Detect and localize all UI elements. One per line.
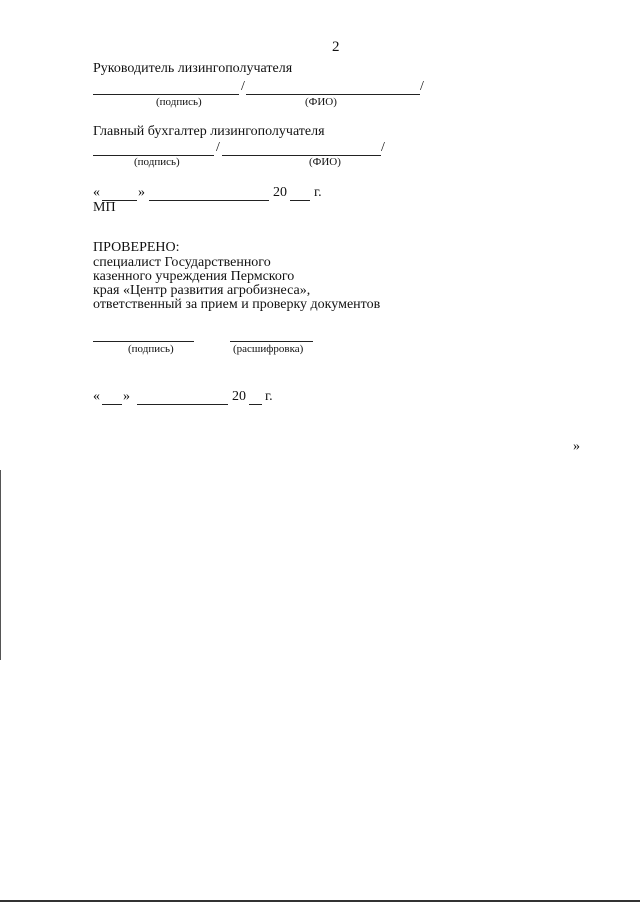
checked-caption-decode: (расшифровка) — [233, 343, 304, 355]
date2-year-line — [249, 404, 262, 405]
checked-heading: ПРОВЕРЕНО: — [93, 240, 180, 255]
date1-close-quote: » — [138, 185, 145, 200]
head-title: Руководитель лизингополучателя — [93, 61, 293, 76]
date1-open-quote: « — [93, 185, 100, 200]
scan-bottom-bar — [0, 900, 640, 902]
checked-line: ответственный за прием и проверку документов — [93, 297, 381, 312]
checked-line: специалист Государственного — [93, 255, 271, 270]
page-number: 2 — [332, 39, 340, 55]
accountant-slash-left: / — [216, 140, 220, 155]
checked-line: края «Центр развития агробизнеса», — [93, 283, 311, 298]
checked-line: казенного учреждения Пермского — [93, 269, 295, 284]
head-caption-name: (ФИО) — [305, 96, 337, 108]
head-caption-sign: (подпись) — [156, 96, 202, 108]
date2-open-quote: « — [93, 389, 100, 404]
date2-year-suffix: г. — [265, 389, 273, 404]
checked-decode-line — [230, 341, 313, 342]
date2-close-quote: » — [123, 389, 130, 404]
accountant-caption-sign: (подпись) — [134, 156, 180, 168]
head-name-line — [246, 94, 420, 95]
date2-year-prefix: 20 — [232, 389, 246, 404]
head-slash-left: / — [241, 79, 245, 94]
date1-year-suffix: г. — [314, 185, 322, 200]
date2-day-line — [102, 404, 122, 405]
closing-quote: » — [573, 439, 580, 454]
accountant-title: Главный бухгалтер лизингополучателя — [93, 124, 325, 139]
stamp-label: МП — [93, 200, 116, 215]
date1-month-line — [149, 200, 269, 201]
checked-signature-line — [93, 341, 194, 342]
checked-caption-sign: (подпись) — [128, 343, 174, 355]
date2-month-line — [137, 404, 228, 405]
date1-year-line — [290, 200, 310, 201]
scan-edge-line — [0, 470, 1, 660]
head-signature-line — [93, 94, 239, 95]
date1-year-prefix: 20 — [273, 185, 287, 200]
accountant-slash-right: / — [381, 140, 385, 155]
accountant-caption-name: (ФИО) — [309, 156, 341, 168]
head-slash-right: / — [420, 79, 424, 94]
accountant-name-line — [222, 155, 381, 156]
